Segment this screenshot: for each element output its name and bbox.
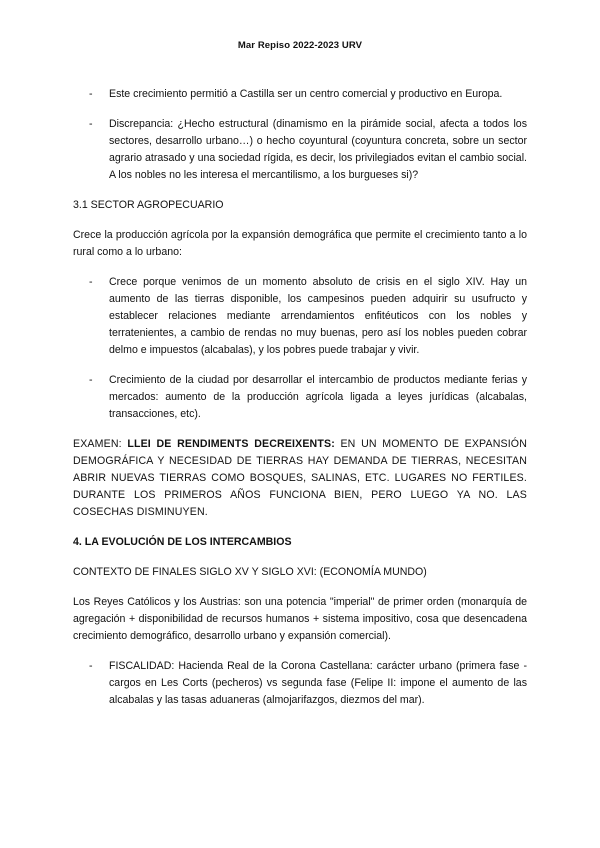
document-body	[73, 86, 527, 722]
list-item-text: FISCALIDAD: Hacienda Real de la Corona Castellana: carácter urbano (primera fase - cargos en Les Corts (pecheros) vs segunda fase (Felipe II: impone el aumento de las alcabalas y las tasas aduaneras (almojarifazgos, diezmos del mar).	[109, 660, 527, 706]
exam-prefix: EXAMEN:	[73, 438, 128, 450]
section-heading-3-1: 3.1 SECTOR AGROPECUARIO	[73, 199, 224, 211]
bullet-dash: -	[89, 374, 93, 386]
list-item-text: Crece porque venimos de un momento absoluto de crisis en el siglo XIV. Hay un aumento de las tierras disponible, los campesinos pueden adquirir su usufructo y establecer relaciones mediante arrendamientos enfitéuticos con los nobles y terratenientes, a cambio de rendas no muy buenas, pero así los nobles pueden cobrar delmo e impuestos (alcabalas), y los pobres puede trabajar y vivir.	[109, 276, 527, 356]
list-item-text: Discrepancia: ¿Hecho estructural (dinamismo en la pirámide social, afecta a todos los sectores, desarrollo urbano…) o hecho coyuntural (coyuntura concreta, sobre un sector agrario atrasado y una sociedad rígida, es decir, los privilegiados evitan el cambio social. A los nobles no les interesa el mercantilismo, a los burgueses si)?	[109, 118, 527, 181]
bullet-dash: -	[89, 88, 93, 100]
exam-note	[73, 436, 527, 521]
page-header: Mar Repiso 2022-2023 URV	[237, 40, 363, 51]
context-heading: CONTEXTO DE FINALES SIGLO XV Y SIGLO XVI: (ECONOMÍA MUNDO)	[73, 566, 427, 578]
bullet-dash: -	[89, 118, 93, 130]
list-item	[73, 658, 527, 709]
section-intro-paragraph: Crece la producción agrícola por la expansión demográfica que permite el crecimiento tanto a lo rural como a lo urbano:	[73, 229, 527, 258]
section-heading-4: 4. LA EVOLUCIÓN DE LOS INTERCAMBIOS	[73, 536, 292, 548]
list-item-text: Crecimiento de la ciudad por desarrollar el intercambio de productos mediante ferias y mercados: aumento de la producción agrícola ligada a leyes jurídicas (alcabalas, transacciones, etc).	[109, 374, 527, 420]
list-item	[73, 86, 527, 103]
list-item	[73, 116, 527, 184]
bullet-dash: -	[89, 276, 93, 288]
list-item-text: Este crecimiento permitió a Castilla ser un centro comercial y productivo en Europa.	[109, 88, 503, 100]
exam-text: EN UN MOMENTO DE EXPANSIÓN DEMOGRÁFICA Y NECESIDAD DE TIERRAS HAY DEMANDA DE TIERRAS, NECESITAN ABRIR NUEVAS TIERRAS COMO BOSQUES, SALINAS, ETC. LUGARES NO FERTILES. DURANTE LOS PRIMEROS AÑOS FUNCIONA BIEN, PERO LUEGO YA NO. LAS COSECHAS DISMINUYEN.	[73, 438, 528, 518]
bullet-dash: -	[89, 660, 93, 672]
reyes-paragraph: Los Reyes Católicos y los Austrias: son una potencia "imperial" de primer orden (monarquía de agregación + disponibilidad de recursos humanos + sistema impositivo, cosa que desencadena crecimiento demográfico, desarrollo urbano y expansión comercial).	[73, 596, 527, 642]
exam-bold-term: LLEI DE RENDIMENTS DECREIXENTS:	[127, 438, 335, 450]
list-item	[73, 274, 527, 359]
list-item	[73, 372, 527, 423]
